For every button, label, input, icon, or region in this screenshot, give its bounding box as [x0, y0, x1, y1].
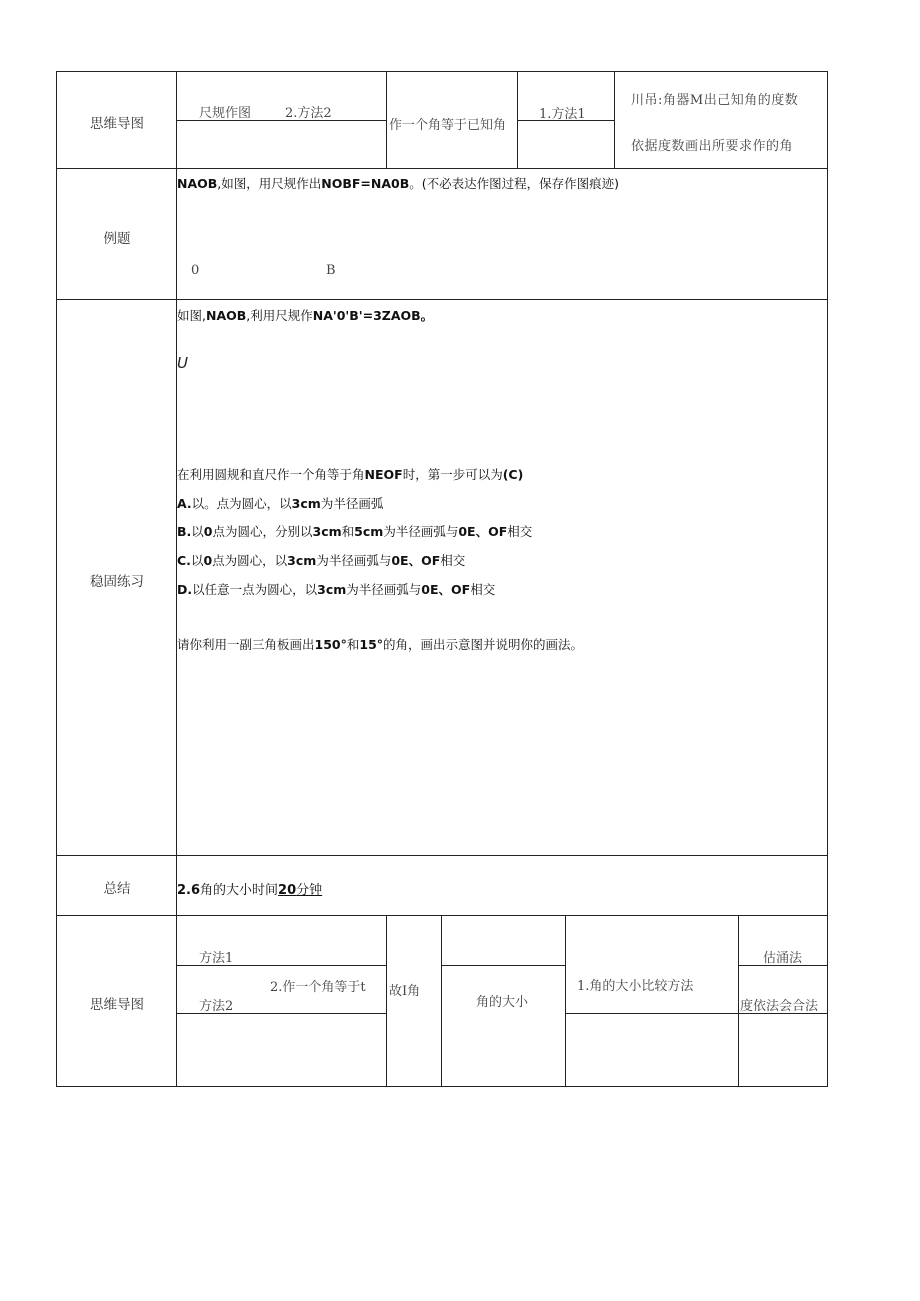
practice-q1 [177, 306, 433, 324]
option-d-radius: 3cm [317, 582, 347, 597]
option-b-text-a: 以 [191, 524, 204, 539]
s2-angle-size: 角的大小 [476, 995, 529, 1010]
option-c-text-c: 点为圆心，以 [212, 553, 288, 568]
table-border-top [56, 71, 828, 72]
s2-estimate: 估涌法 [763, 951, 803, 966]
summary-section-number: 2.6 [177, 883, 201, 898]
s1-method1: 1.方法1 [539, 107, 586, 122]
option-b-sides: 0E、OF [458, 524, 508, 539]
summary-duration-unit: 分钟 [296, 883, 323, 898]
practice-q3 [177, 635, 583, 653]
s2-divider-a [386, 915, 387, 1086]
row-divider-1 [56, 168, 828, 169]
q3-text-a: 请你利用一副三角板画出 [177, 637, 315, 652]
s1-right-line2: 依据度数画出所要求作的角 [631, 139, 794, 154]
s2-degree: 度依法会合法 [740, 999, 819, 1014]
practice-option-a [177, 494, 383, 512]
table-border-right [827, 71, 828, 1087]
practice-q2-stem [177, 465, 523, 483]
option-a-key: A. [177, 496, 192, 511]
example-question [177, 174, 619, 192]
summary-duration: 20 [278, 883, 297, 898]
s2-divider-b [441, 915, 442, 1086]
option-d-sides: 0E、OF [421, 582, 471, 597]
s1-divider-a [386, 71, 387, 168]
s2-gu-angle: 故I角 [389, 984, 421, 999]
option-b-text-e: 和 [341, 524, 355, 539]
option-b-radius-2: 5cm [354, 524, 384, 539]
row-label-mindmap-1: 思维导图 [90, 116, 144, 132]
option-a-text-c: 为半径画弧 [320, 496, 384, 511]
example-angle-target: NOBF=NA0B [321, 176, 410, 191]
s2-compare: 1.角的大小比较方法 [577, 979, 694, 994]
option-b-text-c: 点为圆心，分别以 [212, 524, 313, 539]
example-point-o: 0 [191, 263, 200, 278]
q1-angle-aob: NAOB [205, 308, 247, 323]
row-label-practice: 稳固练习 [90, 574, 144, 590]
row-divider-4 [56, 915, 828, 916]
option-c-radius: 3cm [287, 553, 317, 568]
q2-stem-c: 时，第一步可以为 [402, 467, 503, 482]
example-text-rest: ,如图，用尺规作出 [217, 176, 322, 191]
row-divider-2 [56, 299, 828, 300]
table-border-bottom [56, 1086, 828, 1087]
option-c-text-a: 以 [190, 553, 204, 568]
s1-divider-c [614, 71, 615, 168]
summary-title [177, 879, 322, 898]
q2-angle: NEOF [364, 467, 403, 482]
option-b-center: 0 [203, 524, 213, 539]
practice-option-d [177, 580, 495, 598]
q3-angle-150: 150° [314, 637, 347, 652]
option-a-radius: 3cm [291, 496, 321, 511]
summary-section-title: 角的大小时间 [200, 883, 279, 898]
s1-method2: 2.方法2 [285, 106, 332, 121]
q3-text-c: 和 [346, 637, 360, 652]
s2-divider-d [738, 915, 739, 1086]
option-b-radius-1: 3cm [312, 524, 342, 539]
s2-method1: 方法1 [199, 951, 234, 966]
q3-angle-15: 15° [359, 637, 384, 652]
s2-divider-c [565, 915, 566, 1086]
row-label-mindmap-2: 思维导图 [90, 997, 144, 1013]
option-d-text-c: 为半径画弧与 [346, 582, 422, 597]
q1-part-a: 如图, [177, 308, 206, 323]
s1-chifu-title: 尺规作图 [199, 106, 252, 121]
q1-angle-target: NA'0'B'=3ZAOB [312, 308, 421, 323]
s1-make-angle: 作一个角等于已知角 [389, 118, 507, 133]
option-d-text-a: 以任意一点为圆心，以 [192, 582, 318, 597]
option-c-text-g: 相交 [440, 553, 466, 568]
practice-option-c [177, 551, 465, 569]
option-d-text-e: 相交 [470, 582, 496, 597]
example-angle-aob: NAOB [177, 176, 218, 191]
option-c-center: 0 [203, 553, 213, 568]
s1-right-line1: 川吊:角器M出己知角的度数 [631, 93, 799, 108]
option-b-text-i: 相交 [507, 524, 533, 539]
q2-answer: (C) [502, 467, 524, 482]
option-b-text-g: 为半径画弧与 [383, 524, 459, 539]
example-text-tail: 。(不必表达作图过程，保存作图痕迹) [409, 176, 620, 191]
option-c-key: C. [177, 553, 191, 568]
s2-make-angle: 2.作一个角等于t [270, 980, 366, 995]
row-label-example: 例题 [103, 231, 131, 247]
row-divider-3 [56, 855, 828, 856]
row-label-summary: 总结 [103, 881, 131, 897]
practice-figure-mark: U [177, 354, 188, 372]
q1-period: 。 [420, 308, 434, 323]
option-a-text-a: 以。点为圆心，以 [191, 496, 292, 511]
practice-option-b [177, 522, 532, 540]
example-point-b: B [326, 263, 336, 278]
s2-method2: 方法2 [199, 999, 234, 1014]
q2-stem-a: 在利用圆规和直尺作一个角等于角 [177, 467, 365, 482]
q3-text-e: 的角，画出示意图并说明你的画法。 [383, 637, 584, 652]
option-c-text-e: 为半径画弧与 [316, 553, 392, 568]
option-b-key: B. [177, 524, 192, 539]
option-d-key: D. [177, 582, 193, 597]
q1-part-c: ,利用尺规作 [246, 308, 313, 323]
s2-hline-right-1 [441, 965, 565, 966]
option-c-sides: 0E、OF [391, 553, 441, 568]
